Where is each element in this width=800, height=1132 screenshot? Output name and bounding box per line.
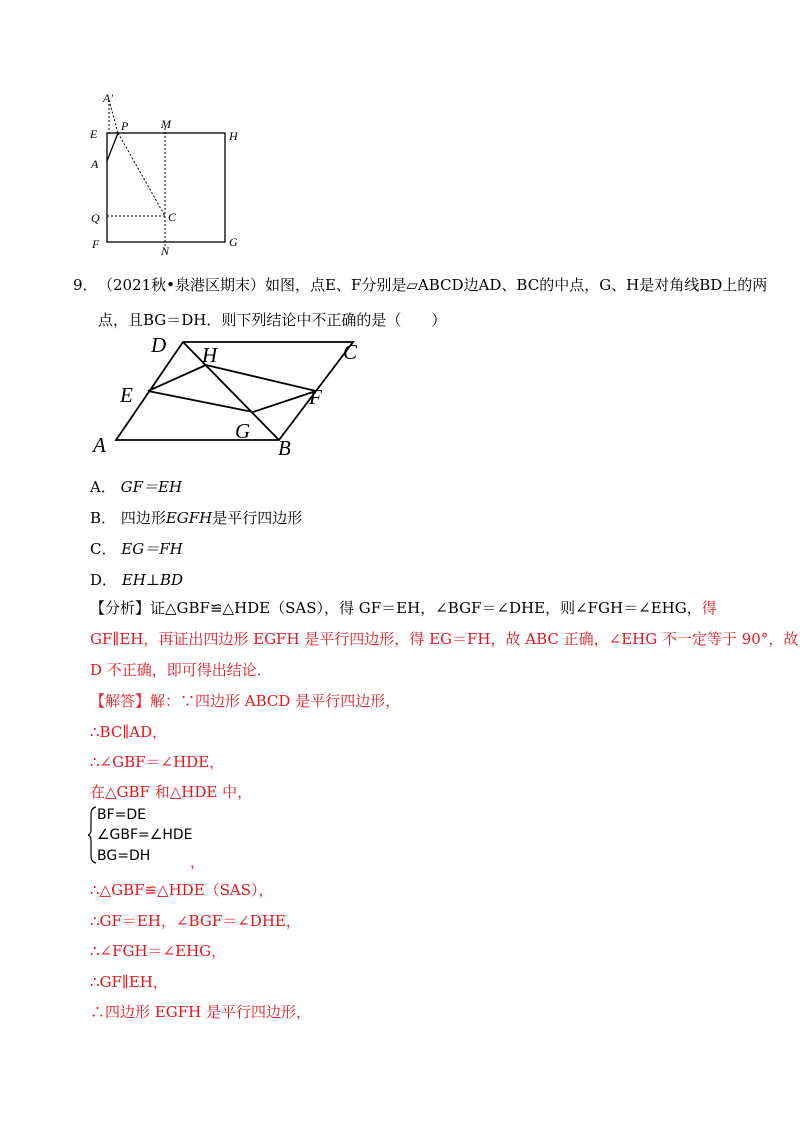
- option-d-letter: D．: [90, 571, 118, 589]
- option-b: [90, 508, 302, 528]
- label-q: Q: [91, 211, 100, 225]
- analysis-tag: 【分析】: [90, 599, 151, 617]
- solution-step-3: 在△GBF 和△HDE 中，: [90, 783, 253, 801]
- option-d-text: EH⊥BD: [121, 571, 183, 589]
- system-line-2: ∠GBF=∠HDE: [97, 827, 193, 843]
- system-line-3: BG=DH: [97, 848, 151, 864]
- question-text-line2: 点，且BG＝DH．则下列结论中不正确的是（ ）: [98, 311, 447, 329]
- analysis-line1-red: 得: [701, 599, 717, 617]
- label-p: P: [121, 119, 129, 133]
- label-h: H: [229, 129, 238, 143]
- figure-rectangle-fold: [85, 88, 255, 258]
- label-f: F: [92, 237, 100, 251]
- option-c-letter: C．: [90, 540, 117, 558]
- label-b2: B: [278, 436, 291, 460]
- figure-parallelogram: [85, 332, 385, 462]
- system-brace: [88, 806, 97, 864]
- solution-intro: [90, 691, 400, 711]
- solution-step-5: ∴GF＝EH，∠BGF＝∠DHE，: [90, 912, 301, 930]
- analysis-line3: D 不正确，即可得出结论．: [90, 661, 272, 679]
- analysis-line1-text: 证△GBF≌△HDE（SAS），得 GF＝EH，∠BGF＝∠DHE，则∠FGH＝∠EHG，: [150, 599, 702, 617]
- label-h2: H: [202, 343, 218, 367]
- label-c2: C: [343, 340, 358, 364]
- option-a-letter: A．: [90, 478, 116, 496]
- option-b-name: EGFH: [165, 509, 213, 527]
- option-c: [90, 539, 183, 559]
- label-m: M: [161, 117, 171, 131]
- label-a2: A: [93, 433, 106, 457]
- label-a-prime: A′: [103, 91, 113, 105]
- label-g2: G: [235, 419, 251, 443]
- label-g: G: [229, 235, 238, 249]
- analysis-line1: [90, 598, 717, 618]
- option-b-letter: B．: [90, 509, 117, 527]
- solution-step-4: ∴△GBF≌△HDE（SAS），: [90, 881, 274, 899]
- label-c: C: [168, 210, 177, 224]
- label-f2: F: [309, 385, 322, 409]
- option-b-suffix: 是平行四边形: [212, 509, 303, 527]
- system-comma: ，: [190, 853, 206, 871]
- solution-step-7: ∴GF∥EH，: [90, 973, 168, 991]
- solution-step-2: ∴∠GBF＝∠HDE，: [90, 753, 225, 771]
- solution-intro-text: 解：∵四边形 ABCD 是平行四边形，: [150, 692, 401, 710]
- solution-step-1: ∴BC∥AD，: [90, 723, 168, 741]
- question-number: 9．: [73, 276, 98, 294]
- label-e: E: [90, 127, 98, 141]
- label-d: D: [151, 333, 167, 357]
- analysis-line2: GF∥EH，再证出四边形 EGFH 是平行四边形，得 EG＝FH，故 ABC 正确，∠EHG 不一定等于 90°，故: [90, 630, 799, 648]
- system-line-1: BF=DE: [97, 807, 147, 823]
- question-text-line1: （2021秋•泉港区期末）如图，点E、F分别是▱ABCD边AD、BC的中点，G、H是对角线BD上的两: [98, 276, 768, 294]
- solution-step-8: ∴四边形 EGFH 是平行四边形，: [90, 1003, 311, 1021]
- option-d: [90, 570, 183, 590]
- option-a: [90, 477, 182, 497]
- solution-step-6: ∴∠FGH＝∠EHG，: [90, 942, 227, 960]
- label-n: N: [161, 244, 170, 258]
- option-c-text: EG＝FH: [121, 540, 183, 558]
- option-b-prefix: 四边形: [120, 509, 166, 527]
- label-e2: E: [120, 383, 133, 407]
- solution-tag: 【解答】: [90, 692, 151, 710]
- label-a: A: [91, 157, 99, 171]
- option-a-text: GF＝EH: [120, 478, 183, 496]
